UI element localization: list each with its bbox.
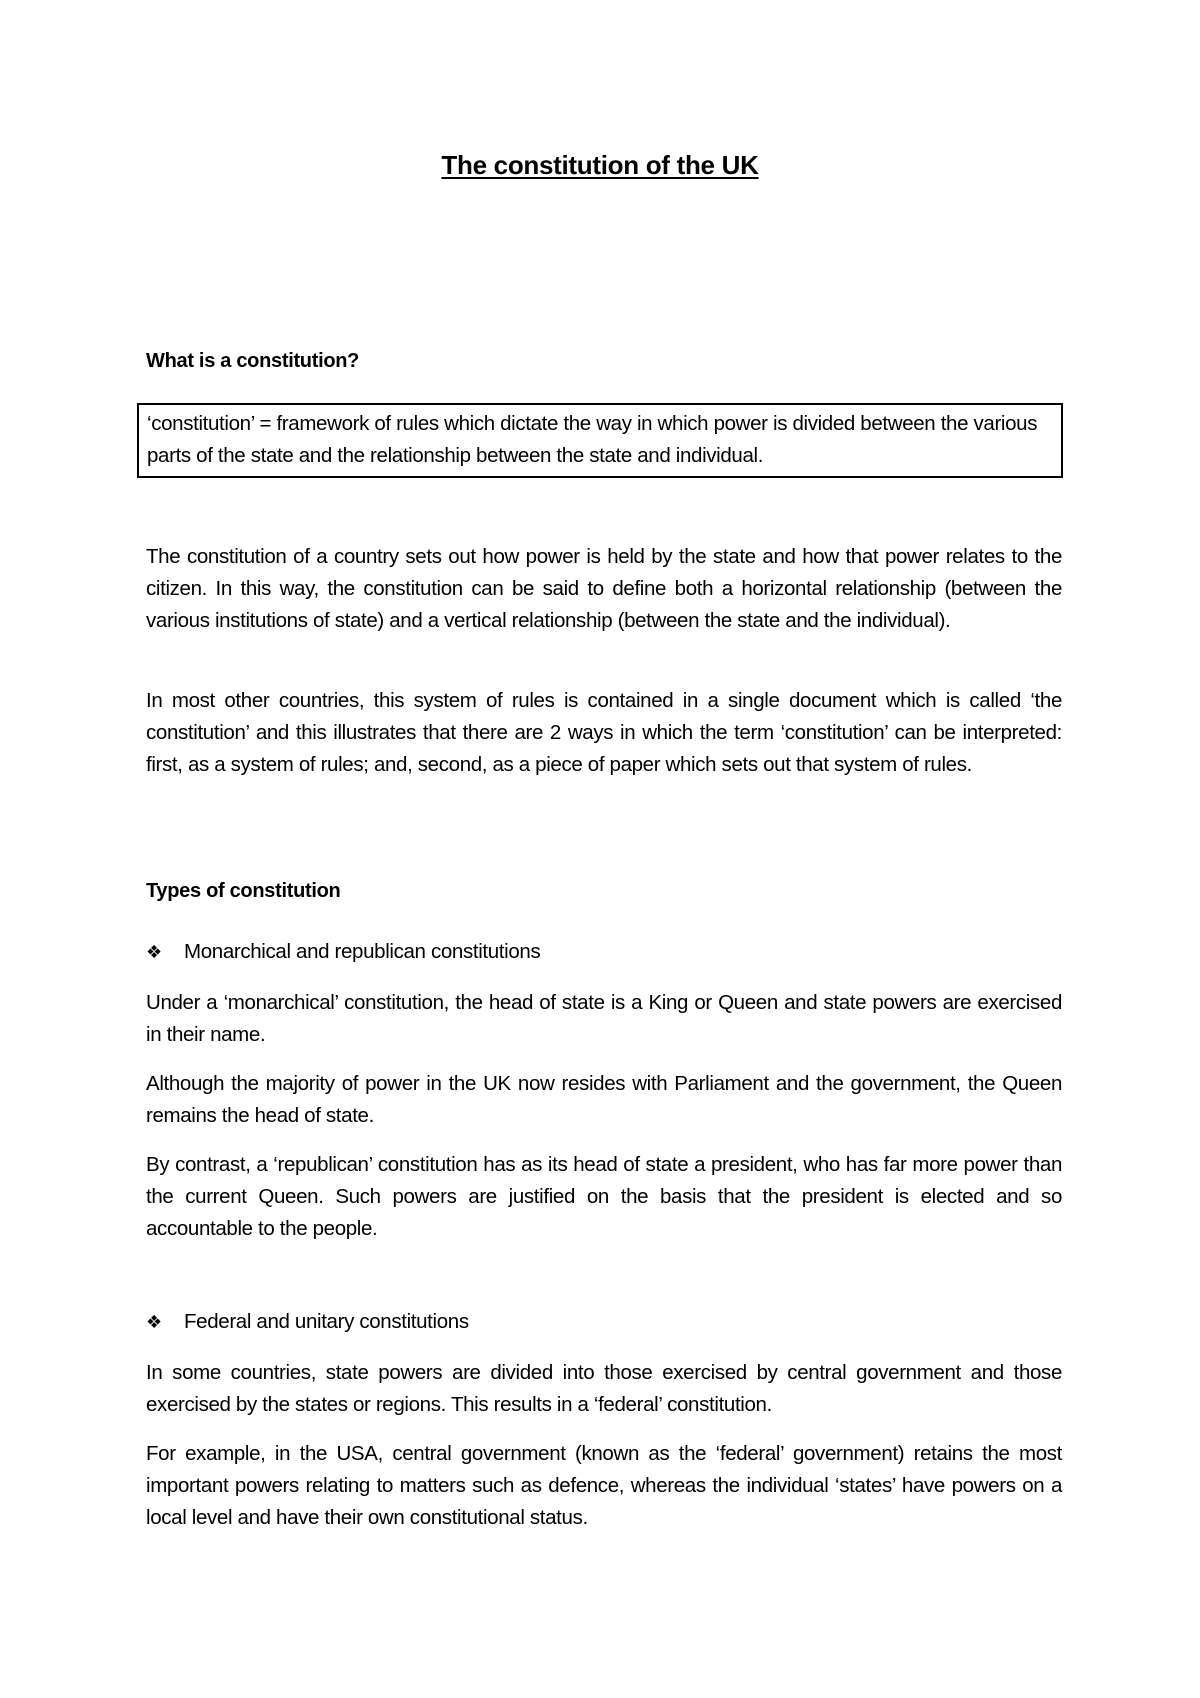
paragraph: The constitution of a country sets out how power is held by the state and how that power relates to the citizen. In this way, the constitution can be said to define both a horizontal relationship (between the various institutions of state) and a vertical relationship (between the state and the individual). <box>146 545 1062 632</box>
section-heading-what-is-constitution: What is a constitution? <box>146 350 360 372</box>
bullet-heading-federal <box>146 1310 469 1334</box>
paragraph: In some countries, state powers are divided into those exercised by central government and those exercised by the states or regions. This results in a ‘federal’ constitution. <box>146 1361 1062 1416</box>
paragraph: In most other countries, this system of rules is contained in a single document which is called ‘the constitution’ and this illustrates that there are 2 ways in which the term ‘constitution’ can be interpreted: first, as a system of rules; and, second, as a piece of paper which sets out that system of rules. <box>146 689 1062 776</box>
bullet-heading-monarchical <box>146 940 540 964</box>
section-heading-types-of-constitution: Types of constitution <box>146 880 341 902</box>
document-title: The constitution of the UK <box>441 150 759 180</box>
paragraph: By contrast, a ‘republican’ constitution has as its head of state a president, who has far more power than the current Queen. Such powers are justified on the basis that the president is elected and so accountable to the people. <box>146 1153 1062 1240</box>
definition-box: ‘constitution’ = framework of rules which dictate the way in which power is divided between the various parts of the state and the relationship between the state and individual. <box>137 403 1063 478</box>
bullet-heading-label: Federal and unitary constitutions <box>184 1310 469 1333</box>
paragraph: Under a ‘monarchical’ constitution, the head of state is a King or Queen and state powers are exercised in their name. <box>146 991 1062 1046</box>
four-diamond-bullet-icon: ❖ <box>146 1311 162 1333</box>
paragraph: Although the majority of power in the UK now resides with Parliament and the government, the Queen remains the head of state. <box>146 1072 1062 1127</box>
paragraph: For example, in the USA, central government (known as the ‘federal’ government) retains the most important powers relating to matters such as defence, whereas the individual ‘states’ have powers on a local level and have their own constitutional status. <box>146 1442 1062 1529</box>
four-diamond-bullet-icon: ❖ <box>146 941 162 963</box>
bullet-heading-label: Monarchical and republican constitutions <box>184 940 541 963</box>
